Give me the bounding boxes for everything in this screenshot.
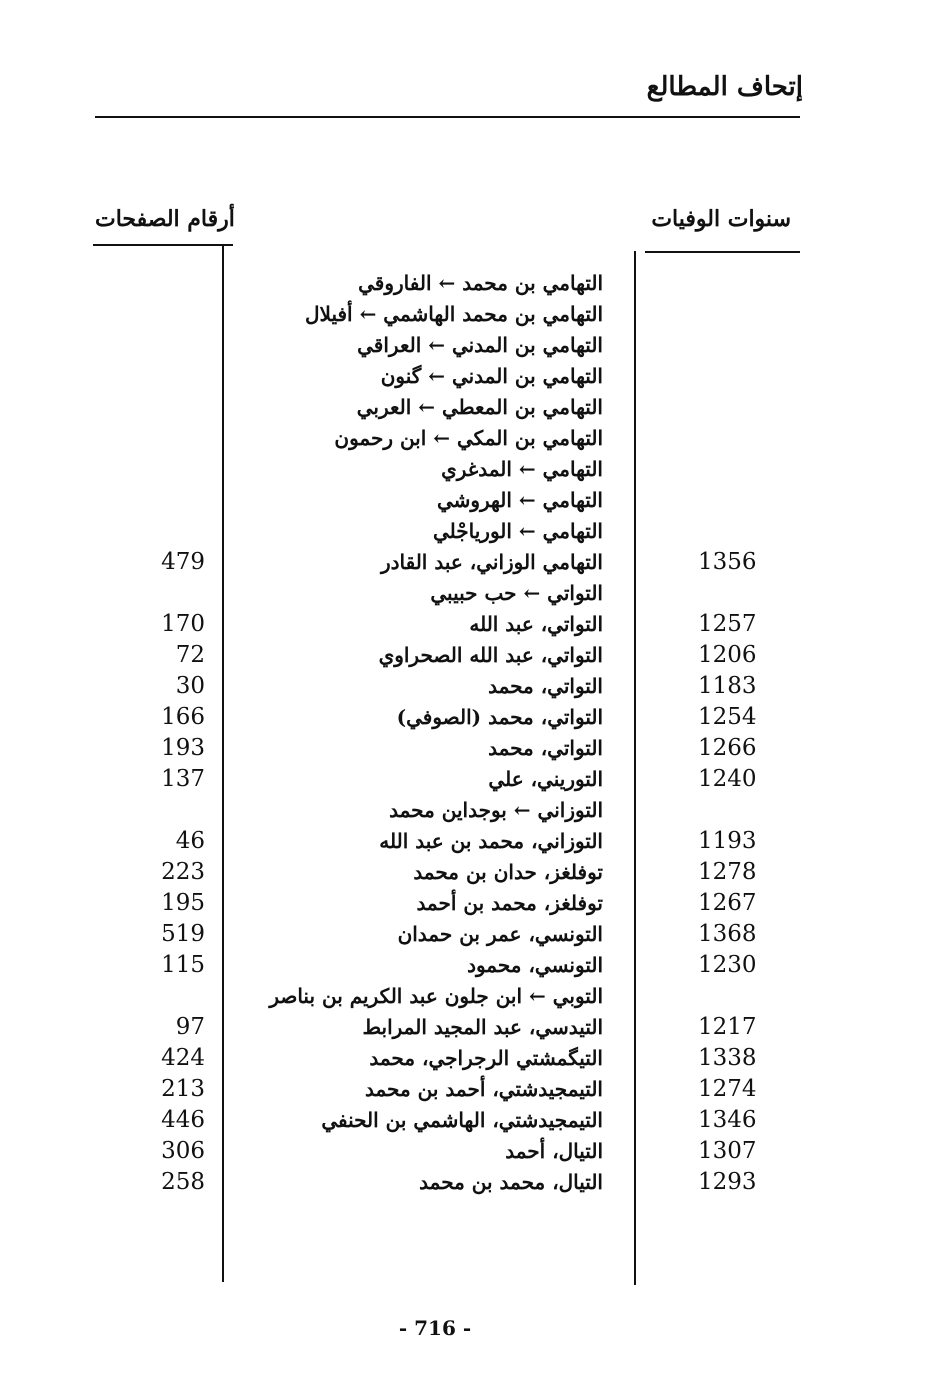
entry-page-number: 213	[161, 1076, 205, 1102]
entry-page-number: 195	[161, 890, 205, 916]
index-entry	[0, 950, 941, 981]
entry-name: التهامي بن المدني ← گنون	[380, 364, 603, 388]
index-entry	[0, 981, 941, 1012]
entry-name: التواتي، محمد	[488, 674, 603, 698]
entry-name: التوبي ← ابن جلون عبد الكريم بن بناصر	[269, 984, 603, 1008]
entry-page-number: 446	[161, 1107, 205, 1133]
entry-name: التهامي بن المعطي ← العربي	[356, 395, 603, 419]
entry-death-year: 1193	[698, 828, 757, 854]
entry-name: التونسي، محمود	[467, 953, 603, 977]
entry-page-number: 30	[175, 673, 205, 699]
index-entry	[0, 1105, 941, 1136]
index-entry	[0, 826, 941, 857]
entry-page-number: 306	[161, 1138, 205, 1164]
entry-name: التواتي، عبد الله	[469, 612, 603, 636]
entry-name: التوزاني ← بوجداين محمد	[389, 798, 603, 822]
pages-column-label: أرقام الصفحات	[95, 206, 235, 232]
index-entry	[0, 919, 941, 950]
index-entry	[0, 671, 941, 702]
page-number: - 716 -	[398, 1316, 472, 1340]
index-entry	[0, 1012, 941, 1043]
index-entry	[0, 361, 941, 392]
index-entry	[0, 733, 941, 764]
entry-name: التيمجيدشتي، أحمد بن محمد	[365, 1077, 603, 1101]
entry-death-year: 1254	[698, 704, 757, 730]
index-entry	[0, 516, 941, 547]
entry-name: التيدسي، عبد المجيد المرابط	[362, 1015, 603, 1039]
entry-page-number: 137	[161, 766, 205, 792]
index-entry	[0, 609, 941, 640]
entry-name: التوزاني، محمد بن عبد الله	[379, 829, 603, 853]
index-entry	[0, 299, 941, 330]
entry-death-year: 1278	[698, 859, 757, 885]
index-entry	[0, 547, 941, 578]
entry-name: التيگمشتي الرجراجي، محمد	[369, 1046, 603, 1070]
index-entry	[0, 268, 941, 299]
entry-page-number: 166	[161, 704, 205, 730]
entry-name: التهامي بن محمد ← الفاروقي	[358, 271, 603, 295]
pages-bracket-top	[93, 244, 233, 246]
entry-page-number: 193	[161, 735, 205, 761]
entry-name: التهامي الوزاني، عبد القادر	[380, 550, 603, 574]
entry-death-year: 1267	[698, 890, 757, 916]
index-entry	[0, 640, 941, 671]
entry-page-number: 479	[161, 549, 205, 575]
entry-page-number: 258	[161, 1169, 205, 1195]
entry-page-number: 424	[161, 1045, 205, 1071]
entry-name: توفلغز، محمد بن أحمد	[416, 891, 603, 915]
entry-page-number: 115	[161, 952, 205, 978]
entry-death-year: 1206	[698, 642, 757, 668]
entry-death-year: 1274	[698, 1076, 757, 1102]
index-entry	[0, 702, 941, 733]
years-column-label: سنوات الوفيات	[651, 206, 791, 232]
index-entry	[0, 1167, 941, 1198]
entry-page-number: 46	[175, 828, 205, 854]
entry-page-number: 72	[175, 642, 205, 668]
index-entry	[0, 454, 941, 485]
index-entry	[0, 795, 941, 826]
running-title: إتحاف المطالع	[646, 72, 803, 102]
entry-death-year: 1217	[698, 1014, 757, 1040]
entry-name: التهامي ← الهروشي	[436, 488, 603, 512]
header-rule	[95, 116, 800, 118]
entry-name: التيال، أحمد	[505, 1139, 603, 1163]
index-entry	[0, 857, 941, 888]
index-entries	[0, 268, 941, 1198]
entry-death-year: 1368	[698, 921, 757, 947]
entry-name: التهامي ← المدغري	[441, 457, 603, 481]
index-entry	[0, 392, 941, 423]
entry-name: التونسي، عمر بن حمدان	[397, 922, 603, 946]
entry-death-year: 1293	[698, 1169, 757, 1195]
entry-name: التهامي بن المدني ← العراقي	[357, 333, 603, 357]
entry-name: التهامي بن المكي ← ابن رحمون	[334, 426, 603, 450]
entry-page-number: 519	[161, 921, 205, 947]
index-entry	[0, 423, 941, 454]
entry-death-year: 1240	[698, 766, 757, 792]
entry-death-year: 1266	[698, 735, 757, 761]
entry-name: التواتي، محمد (الصوفي)	[396, 705, 603, 729]
years-bracket-top	[645, 251, 800, 253]
entry-page-number: 97	[175, 1014, 205, 1040]
entry-name: التيمجيدشتي، الهاشمي بن الحنفي	[321, 1108, 603, 1132]
entry-name: التوريني، علي	[488, 767, 603, 791]
entry-name: التيال، محمد بن محمد	[419, 1170, 603, 1194]
entry-death-year: 1338	[698, 1045, 757, 1071]
index-entry	[0, 1136, 941, 1167]
index-entry	[0, 888, 941, 919]
entry-page-number: 223	[161, 859, 205, 885]
entry-name: التهامي بن محمد الهاشمي ← أفيلال	[305, 302, 603, 326]
index-entry	[0, 1043, 941, 1074]
entry-death-year: 1257	[698, 611, 757, 637]
entry-death-year: 1346	[698, 1107, 757, 1133]
index-entry	[0, 1074, 941, 1105]
entry-name: التواتي، محمد	[488, 736, 603, 760]
entry-page-number: 170	[161, 611, 205, 637]
entry-death-year: 1230	[698, 952, 757, 978]
entry-death-year: 1307	[698, 1138, 757, 1164]
entry-name: توفلغز، حدان بن محمد	[413, 860, 603, 884]
entry-death-year: 1356	[698, 549, 757, 575]
index-entry	[0, 764, 941, 795]
entry-name: التواتي ← حب حبيبي	[430, 581, 603, 605]
index-entry	[0, 485, 941, 516]
index-entry	[0, 330, 941, 361]
entry-death-year: 1183	[698, 673, 757, 699]
entry-name: التهامي ← الورياجْلي	[432, 519, 603, 543]
entry-name: التواتي، عبد الله الصحراوي	[378, 643, 603, 667]
index-entry	[0, 578, 941, 609]
